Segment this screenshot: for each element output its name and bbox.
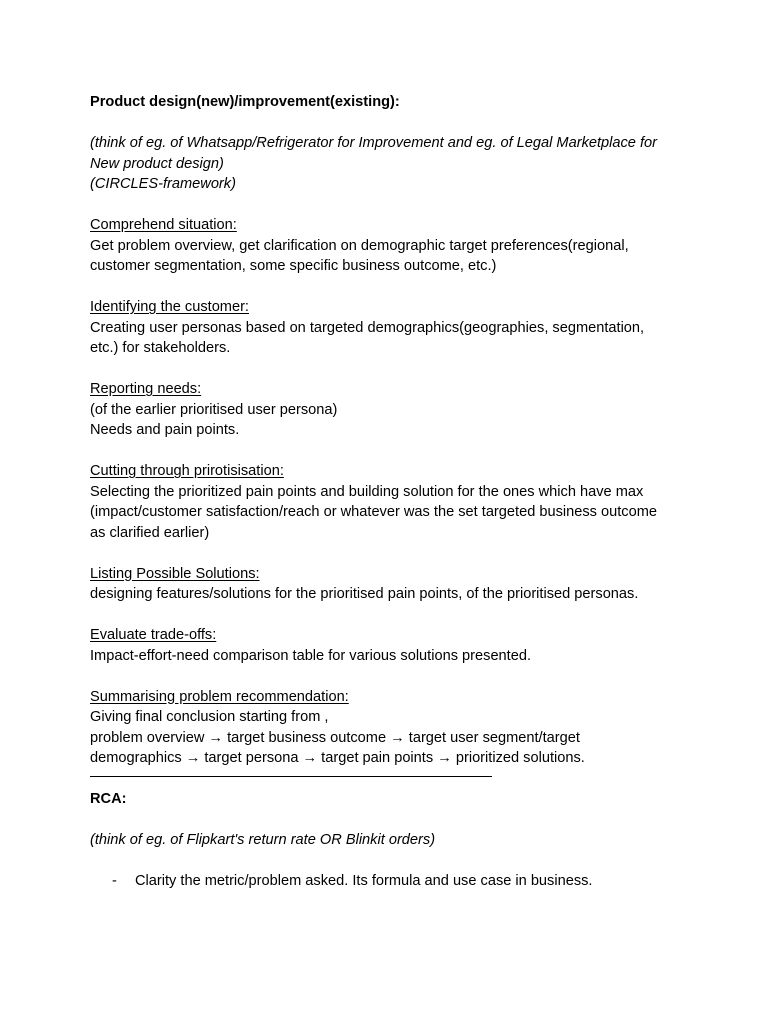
section-line: etc.) for stakeholders. [90,340,231,356]
section-line: problem overview → target business outcome → target user segment/target [90,729,580,746]
document-body [90,92,690,891]
section-evaluate-trade-offs [90,625,690,666]
section-line: Selecting the prioritized pain points and building solution for the ones which have max [90,483,644,500]
section-line: (impact/customer satisfaction/reach or whatever was the set targeted business outcome [90,504,657,520]
section-line: Creating user personas based on targeted demographics(geographies, segmentation, [90,319,645,336]
list-item-text: Clarity the metric/problem asked. Its formula and use case in business. [135,872,593,889]
section-title: Identifying the customer: [90,299,249,315]
section-line: as clarified earlier) [90,524,210,541]
section-listing-possible-solutions [90,564,690,605]
section-summarising-recommendation [90,687,690,769]
section-title: Evaluate trade-offs: [90,627,217,643]
section-line: Impact-effort-need comparison table for various solutions presented. [90,647,532,664]
section-title: Listing Possible Solutions: [90,565,260,582]
rca-heading: RCA: [90,790,127,807]
section-title: Comprehend situation: [90,217,237,233]
section-title: Reporting needs: [90,381,202,397]
product-design-intro-line-1: (think of eg. of Whatsapp/Refrigerator for Improvement and eg. of Legal Marketplace for [90,135,658,151]
section-cutting-through-prioritisation [90,461,690,543]
section-line: Needs and pain points. [90,422,240,438]
product-design-heading: Product design(new)/improvement(existing): [90,94,400,110]
section-reporting-needs [90,379,690,441]
section-line: (of the earlier prioritised user persona) [90,401,338,418]
section-line: Get problem overview, get clarification on demographic target preferences(regional, [90,237,629,254]
rca-intro: (think of eg. of Flipkart's return rate OR Blinkit orders) [90,831,436,848]
product-design-intro-line-2: New product design) [90,155,224,172]
framework-note: (CIRCLES-framework) [90,176,236,192]
list-item [90,871,690,892]
section-line: Giving final conclusion starting from , [90,709,329,725]
section-line: customer segmentation, some specific business outcome, etc.) [90,258,497,274]
section-comprehend-situation [90,215,690,277]
dash-bullet-icon: - [112,872,117,889]
section-line: designing features/solutions for the prioritised pain points, of the prioritised personas. [90,586,639,602]
section-identifying-customer [90,297,690,359]
section-line: demographics → target persona → target pain points → prioritized solutions. [90,750,585,766]
section-title: Cutting through prirotisisation: [90,463,284,479]
horizontal-divider [90,776,492,777]
section-title: Summarising problem recommendation: [90,688,349,705]
